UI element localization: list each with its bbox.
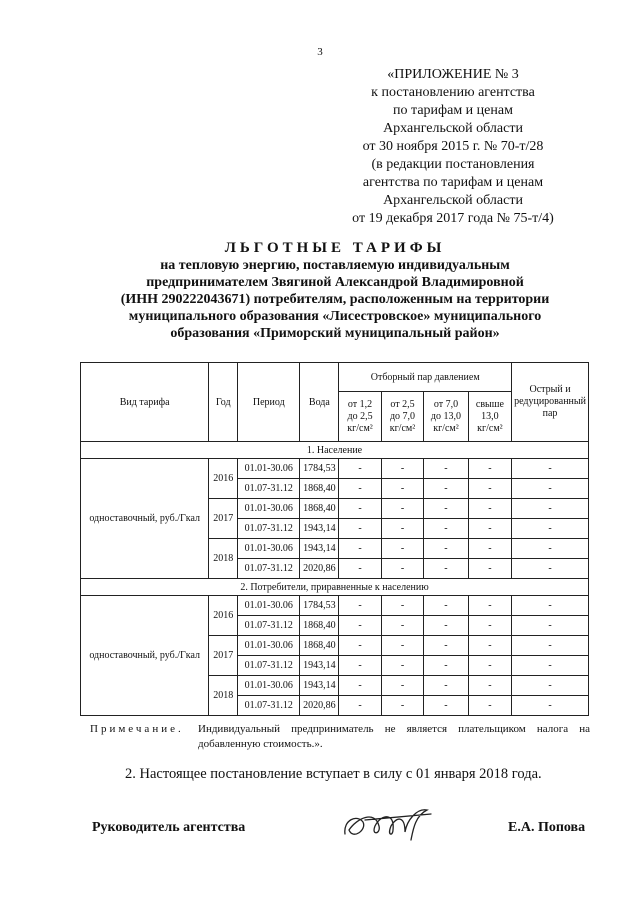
period-cell: 01.07-31.12 bbox=[238, 616, 300, 636]
table-row bbox=[81, 459, 589, 479]
steam-value-cell: - bbox=[512, 519, 589, 539]
steam-value-cell: - bbox=[468, 656, 511, 676]
header-sharp-line: Острый и bbox=[529, 384, 571, 395]
header-steam-group: Отборный пар давлением bbox=[339, 363, 512, 392]
subtitle-line: предпринимателем Звягиной Александрой Владимировной bbox=[146, 275, 524, 290]
water-value-cell: 1868,40 bbox=[300, 499, 339, 519]
appendix-line: по тарифам и ценам bbox=[393, 103, 513, 118]
steam-value-cell: - bbox=[424, 479, 469, 499]
water-value-cell: 1784,53 bbox=[300, 459, 339, 479]
steam-value-cell: - bbox=[424, 559, 469, 579]
header-line: кг/см² bbox=[389, 422, 416, 434]
steam-value-cell: - bbox=[424, 539, 469, 559]
signer-role: Руководитель агентства bbox=[92, 820, 246, 835]
signer-name: Е.А. Попова bbox=[508, 820, 586, 835]
period-cell: 01.01-30.06 bbox=[238, 596, 300, 616]
year-cell: 2017 bbox=[209, 499, 238, 539]
document-heading bbox=[70, 240, 600, 342]
steam-value-cell: - bbox=[339, 559, 381, 579]
header-line: свыше bbox=[475, 398, 504, 410]
period-cell: 01.07-31.12 bbox=[238, 696, 300, 716]
period-cell: 01.07-31.12 bbox=[238, 559, 300, 579]
steam-value-cell: - bbox=[339, 676, 381, 696]
section-title: 2. Потребители, приравненные к населению bbox=[81, 579, 589, 596]
steam-value-cell: - bbox=[381, 539, 423, 559]
water-value-cell: 2020,86 bbox=[300, 696, 339, 716]
water-value-cell: 1943,14 bbox=[300, 519, 339, 539]
steam-value-cell: - bbox=[424, 519, 469, 539]
steam-value-cell: - bbox=[381, 559, 423, 579]
subtitle-line: муниципального образования «Лисестровское» муниципального bbox=[128, 309, 542, 324]
steam-value-cell: - bbox=[381, 459, 423, 479]
header-water: Вода bbox=[300, 363, 339, 442]
period-cell: 01.07-31.12 bbox=[238, 519, 300, 539]
header-steam-1 bbox=[339, 392, 381, 442]
note-text: Индивидуальный предприниматель не является плательщиком налога на добавленную стоимость.». bbox=[198, 723, 590, 750]
year-cell: 2016 bbox=[209, 596, 238, 636]
appendix-line: (в редакции постановления bbox=[371, 157, 535, 172]
note-label: Примечание. bbox=[90, 723, 184, 735]
water-value-cell: 1784,53 bbox=[300, 596, 339, 616]
water-value-cell: 2020,86 bbox=[300, 559, 339, 579]
water-value-cell: 1868,40 bbox=[300, 479, 339, 499]
appendix-line: к постановлению агентства bbox=[371, 85, 535, 100]
water-value-cell: 1868,40 bbox=[300, 636, 339, 656]
steam-value-cell: - bbox=[339, 539, 381, 559]
steam-value-cell: - bbox=[512, 676, 589, 696]
header-line: 13,0 bbox=[481, 410, 499, 422]
steam-value-cell: - bbox=[339, 696, 381, 716]
appendix-line: «ПРИЛОЖЕНИЕ № 3 bbox=[387, 67, 519, 82]
steam-value-cell: - bbox=[339, 499, 381, 519]
steam-value-cell: - bbox=[381, 519, 423, 539]
header-line: кг/см² bbox=[433, 422, 459, 434]
header-line: кг/см² bbox=[477, 422, 503, 434]
header-year: Год bbox=[209, 363, 238, 442]
header-sharp-line: редуцированный bbox=[514, 396, 586, 407]
appendix-line: от 30 ноября 2015 г. № 70-т/28 bbox=[362, 139, 544, 154]
steam-value-cell: - bbox=[339, 459, 381, 479]
page-number: 3 bbox=[317, 46, 323, 58]
header-line: от 2,5 bbox=[390, 398, 415, 410]
tariff-table-body bbox=[81, 442, 589, 716]
steam-value-cell: - bbox=[381, 596, 423, 616]
steam-value-cell: - bbox=[381, 616, 423, 636]
steam-value-cell: - bbox=[468, 596, 511, 616]
year-cell: 2018 bbox=[209, 676, 238, 716]
steam-value-cell: - bbox=[468, 559, 511, 579]
steam-value-cell: - bbox=[512, 656, 589, 676]
section-row bbox=[81, 442, 589, 459]
period-cell: 01.01-30.06 bbox=[238, 499, 300, 519]
steam-value-cell: - bbox=[512, 596, 589, 616]
header-sharp-line: пар bbox=[542, 408, 558, 419]
year-cell: 2018 bbox=[209, 539, 238, 579]
steam-value-cell: - bbox=[468, 519, 511, 539]
steam-value-cell: - bbox=[468, 539, 511, 559]
steam-value-cell: - bbox=[424, 499, 469, 519]
tariff-type-cell: одноставочный, руб./Гкал bbox=[81, 596, 209, 716]
appendix-line: Архангельской области bbox=[383, 193, 523, 208]
header-line: от 1,2 bbox=[347, 398, 373, 410]
header-sharp-steam bbox=[512, 363, 589, 442]
steam-value-cell: - bbox=[381, 676, 423, 696]
steam-value-cell: - bbox=[339, 479, 381, 499]
steam-value-cell: - bbox=[468, 479, 511, 499]
steam-value-cell: - bbox=[381, 479, 423, 499]
period-cell: 01.01-30.06 bbox=[238, 459, 300, 479]
steam-value-cell: - bbox=[381, 656, 423, 676]
steam-value-cell: - bbox=[424, 676, 469, 696]
steam-value-cell: - bbox=[424, 696, 469, 716]
steam-value-cell: - bbox=[468, 499, 511, 519]
appendix-header bbox=[330, 66, 576, 228]
steam-value-cell: - bbox=[468, 616, 511, 636]
steam-value-cell: - bbox=[339, 616, 381, 636]
appendix-line: от 19 декабря 2017 года № 75-т/4) bbox=[352, 211, 554, 226]
steam-value-cell: - bbox=[424, 656, 469, 676]
year-cell: 2016 bbox=[209, 459, 238, 499]
period-cell: 01.07-31.12 bbox=[238, 656, 300, 676]
steam-value-cell: - bbox=[512, 479, 589, 499]
period-cell: 01.01-30.06 bbox=[238, 539, 300, 559]
appendix-line: агентства по тарифам и ценам bbox=[362, 175, 544, 190]
period-cell: 01.01-30.06 bbox=[238, 636, 300, 656]
document-title: ЛЬГОТНЫЕ ТАРИФЫ bbox=[224, 240, 446, 256]
header-steam-2 bbox=[381, 392, 423, 442]
decree-text: 2. Настоящее постановление вступает в силу с 01 января 2018 года. bbox=[125, 766, 542, 782]
steam-value-cell: - bbox=[468, 696, 511, 716]
water-value-cell: 1868,40 bbox=[300, 616, 339, 636]
steam-value-cell: - bbox=[468, 459, 511, 479]
steam-value-cell: - bbox=[512, 616, 589, 636]
tariff-table bbox=[80, 362, 589, 716]
period-cell: 01.01-30.06 bbox=[238, 676, 300, 696]
steam-value-cell: - bbox=[381, 636, 423, 656]
steam-value-cell: - bbox=[424, 616, 469, 636]
steam-value-cell: - bbox=[339, 519, 381, 539]
section-title: 1. Население bbox=[81, 442, 589, 459]
subtitle-line: (ИНН 290222043671) потребителям, расположенным на территории bbox=[120, 292, 550, 307]
subtitle-line: на тепловую энергию, поставляемую индивидуальным bbox=[160, 258, 510, 273]
table-row bbox=[81, 596, 589, 616]
header-line: до 7,0 bbox=[389, 410, 416, 422]
steam-value-cell: - bbox=[512, 539, 589, 559]
header-line: кг/см² bbox=[347, 422, 373, 434]
steam-value-cell: - bbox=[339, 656, 381, 676]
header-period: Период bbox=[238, 363, 300, 442]
steam-value-cell: - bbox=[424, 596, 469, 616]
steam-value-cell: - bbox=[468, 676, 511, 696]
steam-value-cell: - bbox=[339, 596, 381, 616]
steam-value-cell: - bbox=[512, 459, 589, 479]
steam-value-cell: - bbox=[512, 696, 589, 716]
steam-value-cell: - bbox=[381, 696, 423, 716]
handwritten-signature bbox=[335, 800, 445, 850]
water-value-cell: 1943,14 bbox=[300, 656, 339, 676]
steam-value-cell: - bbox=[468, 636, 511, 656]
note bbox=[90, 722, 590, 752]
header-steam-4 bbox=[468, 392, 511, 442]
water-value-cell: 1943,14 bbox=[300, 676, 339, 696]
tariff-type-cell: одноставочный, руб./Гкал bbox=[81, 459, 209, 579]
water-value-cell: 1943,14 bbox=[300, 539, 339, 559]
steam-value-cell: - bbox=[424, 636, 469, 656]
steam-value-cell: - bbox=[512, 636, 589, 656]
header-steam-3 bbox=[424, 392, 469, 442]
steam-value-cell: - bbox=[512, 499, 589, 519]
year-cell: 2017 bbox=[209, 636, 238, 676]
steam-value-cell: - bbox=[381, 499, 423, 519]
steam-value-cell: - bbox=[339, 636, 381, 656]
header-line: до 13,0 bbox=[430, 410, 462, 422]
header-line: от 7,0 bbox=[433, 398, 459, 410]
header-tariff-type: Вид тарифа bbox=[81, 363, 209, 442]
period-cell: 01.07-31.12 bbox=[238, 479, 300, 499]
steam-value-cell: - bbox=[424, 459, 469, 479]
subtitle-line: образования «Приморский муниципальный район» bbox=[170, 326, 500, 341]
steam-value-cell: - bbox=[512, 559, 589, 579]
section-row bbox=[81, 579, 589, 596]
appendix-line: Архангельской области bbox=[383, 121, 523, 136]
header-line: до 2,5 bbox=[347, 410, 373, 422]
